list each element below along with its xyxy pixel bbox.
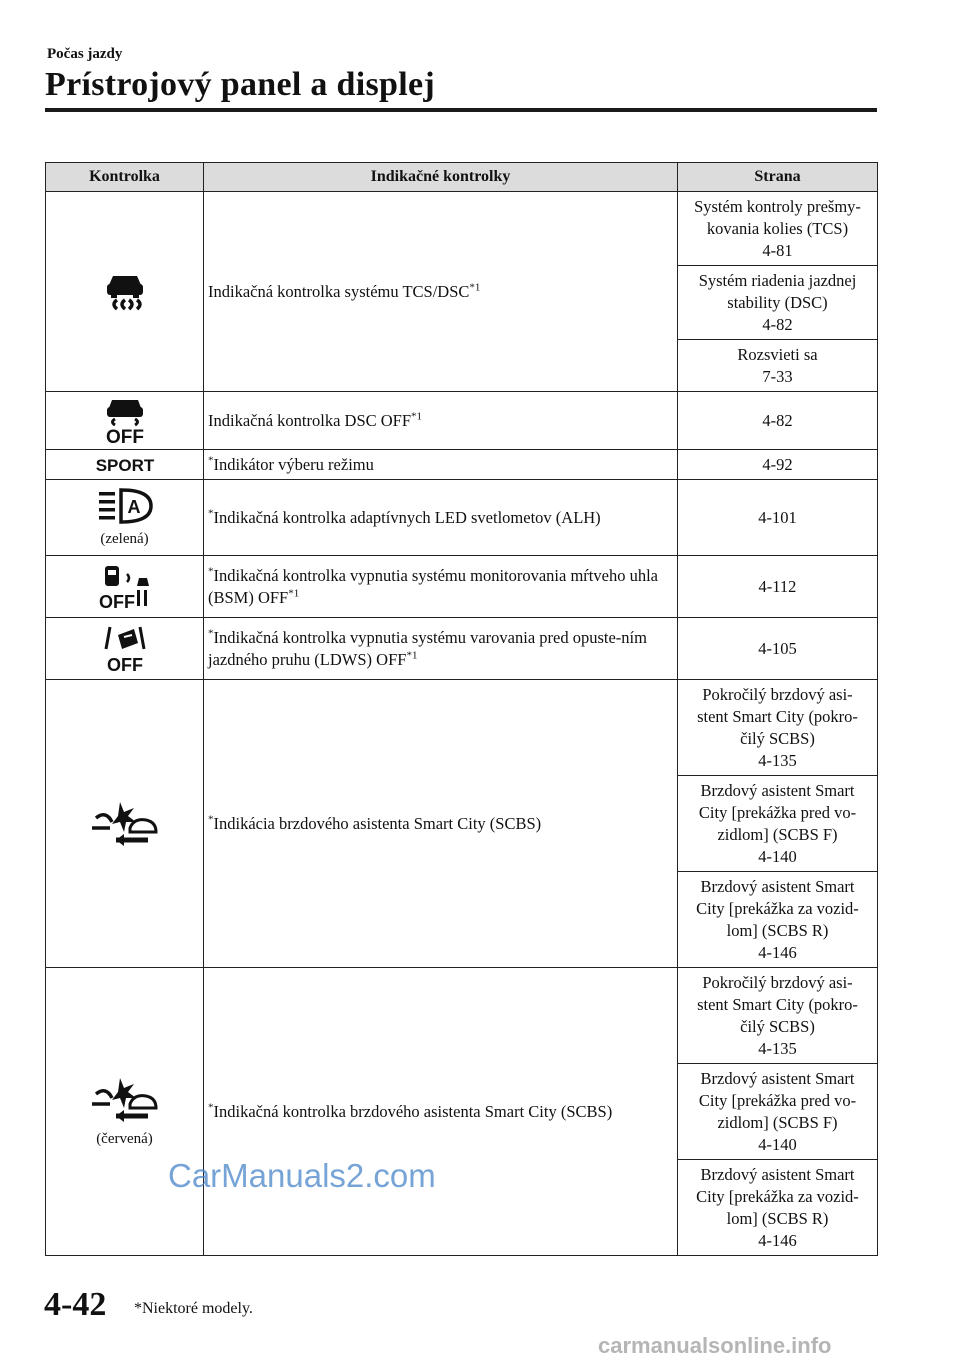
table-header (46, 163, 878, 192)
alh-headlight-icon (46, 480, 204, 556)
svg-text:OFF: OFF (105, 426, 144, 444)
page-ref: 4-112 (678, 556, 878, 618)
table-row (46, 680, 878, 776)
table-row (46, 968, 878, 1064)
page-ref: 4-92 (678, 450, 878, 480)
footnote: *Niektoré modely. (134, 1300, 253, 1317)
icon-color-note: (červená) (96, 1130, 153, 1147)
row-desc: *Indikačná kontrolka adaptívnych LED svetlometov (ALH) (204, 480, 678, 556)
section-label: Počas jazdy (47, 46, 123, 62)
table-row (46, 556, 878, 618)
page-number: 4-42 (44, 1286, 107, 1323)
scbs-icon (46, 680, 204, 968)
page-ref: Rozsvieti sa 7-33 (678, 340, 878, 392)
tcs-dsc-skid-icon (46, 192, 204, 392)
icon-color-note: (zelená) (100, 530, 149, 547)
row-desc: *Indikátor výberu režimu (204, 450, 678, 480)
page-title: Prístrojový panel a displej (45, 66, 435, 103)
page-ref: 4-82 (678, 392, 878, 450)
page-ref: Brzdový asistent Smart City [prekážka za vozid- lom] (SCBS R) 4-146 (678, 872, 878, 968)
page-ref: 4-105 (678, 618, 878, 680)
sport-icon (46, 450, 204, 480)
row-desc: Indikačná kontrolka systému TCS/DSC$^{*1}$ (204, 192, 678, 392)
row-desc: *Indikačná kontrolka brzdového asistenta Smart City (SCBS) (204, 968, 678, 1256)
scbs-red-icon (46, 968, 204, 1256)
svg-text:A: A (127, 496, 140, 517)
indicator-table (45, 162, 878, 1256)
page-ref: Systém riadenia jazdnej stability (DSC) 4-82 (678, 266, 878, 340)
col-header-kontrolka: Kontrolka (46, 163, 204, 192)
row-desc: *Indikačná kontrolka vypnutia systému varovania pred opuste-ním jazdného pruhu (LDWS) OFF$^{*1}$ (204, 618, 678, 680)
page-ref: 4-101 (678, 480, 878, 556)
site-watermark: carmanualsonline.info (598, 1333, 832, 1358)
row-desc: *Indikačná kontrolka vypnutia systému monitorovania mŕtveho uhla (BSM) OFF$^{*1}$ (204, 556, 678, 618)
page-ref: Brzdový asistent Smart City [prekážka pred vo- zidlom] (SCBS F) 4-140 (678, 776, 878, 872)
row-desc: *Indikácia brzdového asistenta Smart City (SCBS) (204, 680, 678, 968)
col-header-strana: Strana (678, 163, 878, 192)
page-ref: Systém kontroly prešmy- kovania kolies (TCS) 4-81 (678, 192, 878, 266)
page-ref: Brzdový asistent Smart City [prekážka za vozid- lom] (SCBS R) 4-146 (678, 1160, 878, 1256)
page-ref: Brzdový asistent Smart City [prekážka pred vo- zidlom] (SCBS F) 4-140 (678, 1064, 878, 1160)
table-row (46, 392, 878, 450)
page-ref: Pokročilý brzdový asi- stent Smart City (pokro- čilý SCBS) 4-135 (678, 968, 878, 1064)
ldws-off-icon (46, 618, 204, 680)
row-desc: Indikačná kontrolka DSC OFF$^{*1}$ (204, 392, 678, 450)
svg-text:OFF: OFF (106, 654, 143, 673)
svg-text:SPORT: SPORT (95, 455, 154, 475)
col-header-indikacne: Indikačné kontrolky (204, 163, 678, 192)
bsm-off-icon (46, 556, 204, 618)
watermark: CarManuals2.com (168, 1157, 436, 1194)
svg-text:OFF: OFF (98, 591, 135, 610)
title-rule (45, 108, 877, 112)
page-ref: Pokročilý brzdový asi- stent Smart City (pokro- čilý SCBS) 4-135 (678, 680, 878, 776)
table-row (46, 618, 878, 680)
dsc-off-icon (46, 392, 204, 450)
table-row (46, 480, 878, 556)
table-row (46, 192, 878, 266)
table-row (46, 450, 878, 480)
